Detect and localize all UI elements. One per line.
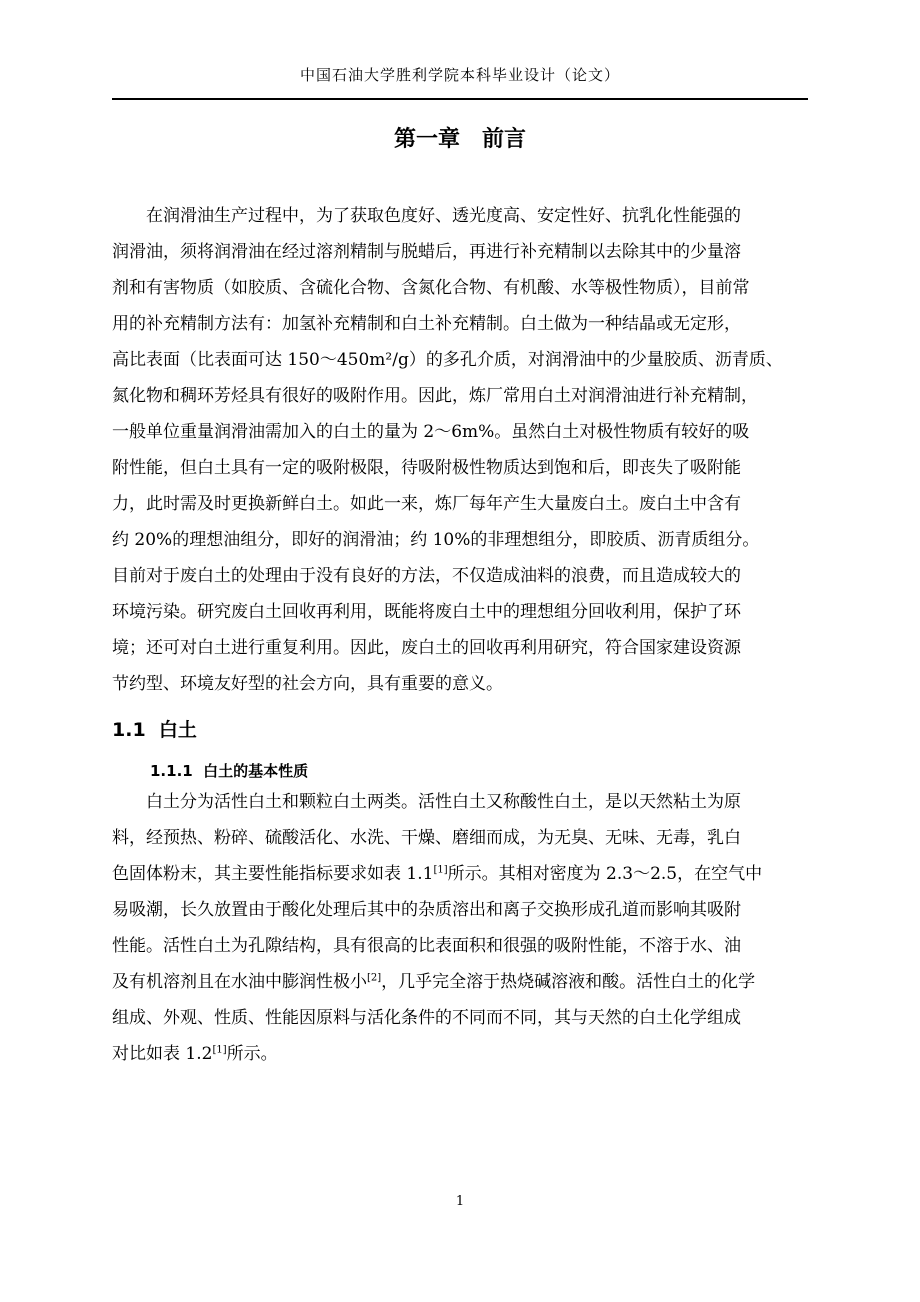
- section-heading: 1.1 白土: [112, 719, 197, 741]
- text-span: 所示。: [226, 1044, 278, 1064]
- text-line: 约 20%的理想油组分，即好的润滑油；约 10%的非理想组分，即胶质、沥青质组分。: [112, 530, 760, 550]
- text-line: 目前对于废白土的处理由于没有良好的方法，不仅造成油料的浪费，而且造成较大的: [112, 566, 741, 586]
- text-line: 氮化物和稠环芳烃具有很好的吸附作用。因此，炼厂常用白土对润滑油进行补充精制，: [112, 386, 758, 406]
- subsection-heading: 1.1.1 白土的基本性质: [150, 762, 309, 780]
- text-line: [112, 964, 812, 1000]
- text-line: [112, 856, 812, 892]
- text-line: 用的补充精制方法有：加氢补充精制和白土补充精制。白土做为一种结晶或无定形，: [112, 314, 741, 334]
- text-line: 易吸潮，长久放置由于酸化处理后其中的杂质溶出和离子交换形成孔道而影响其吸附: [112, 900, 741, 920]
- text-line: 料，经预热、粉碎、硫酸活化、水洗、干燥、磨细而成，为无臭、无味、无毒，乳白: [112, 828, 741, 848]
- text-line: 润滑油，须将润滑油在经过溶剂精制与脱蜡后，再进行补充精制以去除其中的少量溶: [112, 242, 741, 262]
- text-line: 环境污染。研究废白土回收再利用，既能将废白土中的理想组分回收利用，保护了环: [112, 602, 741, 622]
- text-line: 境；还可对白土进行重复利用。因此，废白土的回收再利用研究，符合国家建设资源: [112, 638, 741, 658]
- text-line: 附性能，但白土具有一定的吸附极限，待吸附极性物质达到饱和后，即丧失了吸附能: [112, 458, 741, 478]
- citation-ref[interactable]: [1]: [212, 1044, 227, 1056]
- text-line: 在润滑油生产过程中，为了获取色度好、透光度高、安定性好、抗乳化性能强的: [112, 206, 741, 226]
- text-line: 剂和有害物质（如胶质、含硫化合物、含氮化合物、有机酸、水等极性物质），目前常: [112, 278, 750, 298]
- text-line: 高比表面（比表面可达 150～450m²/g）的多孔介质，对润滑油中的少量胶质、沥青质、: [112, 350, 783, 370]
- chapter-title: 第一章 前言: [393, 127, 526, 152]
- text-span: ，几乎完全溶于热烧碱溶液和酸。活性白土的化学: [381, 972, 756, 992]
- body-paragraph: [112, 784, 812, 1072]
- text-span: 对比如表 1.2: [112, 1044, 213, 1064]
- text-span: 色固体粉末，其主要性能指标要求如表 1.1: [112, 864, 434, 884]
- text-span: 所示。其相对密度为 2.3～2.5，在空气中: [447, 864, 763, 884]
- text-line: 节约型、环境友好型的社会方向，具有重要的意义。: [112, 674, 503, 694]
- page-number: 1: [455, 1194, 465, 1209]
- text-line: [112, 1036, 812, 1072]
- text-line: 一般单位重量润滑油需加入的白土的量为 2～6m%。虽然白土对极性物质有较好的吸: [112, 422, 750, 442]
- citation-ref[interactable]: [1]: [433, 864, 448, 876]
- text-line: 性能。活性白土为孔隙结构，具有很高的比表面积和很强的吸附性能，不溶于水、油: [112, 936, 741, 956]
- intro-paragraph: [112, 198, 812, 702]
- header-rule: [112, 98, 808, 100]
- citation-ref[interactable]: [2]: [367, 972, 382, 984]
- text-span: 及有机溶剂且在水油中膨润性极小: [112, 972, 367, 992]
- text-line: 组成、外观、性质、性能因原料与活化条件的不同而不同，其与天然的白土化学组成: [112, 1008, 741, 1028]
- text-line: 力，此时需及时更换新鲜白土。如此一来，炼厂每年产生大量废白土。废白土中含有: [112, 494, 741, 514]
- running-header: 中国石油大学胜利学院本科毕业设计（论文）: [299, 66, 620, 84]
- text-line: 白土分为活性白土和颗粒白土两类。活性白土又称酸性白土，是以天然粘土为原: [112, 792, 741, 812]
